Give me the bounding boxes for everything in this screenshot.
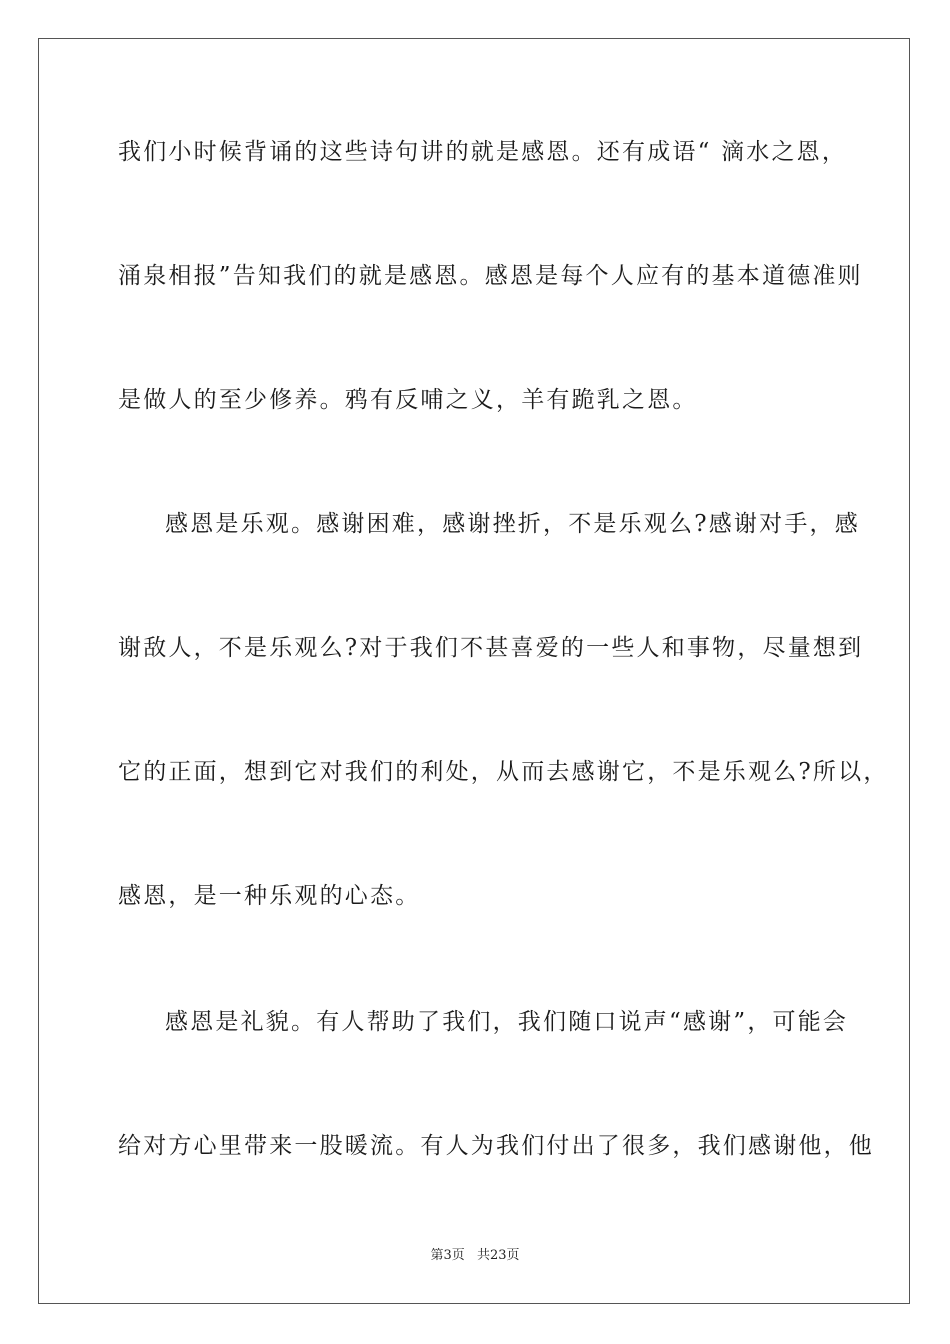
paragraph-politeness-first-line: 感恩是礼貌。有人帮助了我们，我们随口说声“感谢”，可能会 [165, 1009, 849, 1035]
page-total: 共23页 [476, 1248, 520, 1263]
text-line-7: 感恩，是一种乐观的心态。 [118, 883, 421, 909]
text-line-2: 涌泉相报”告知我们的就是感恩。感恩是每个人应有的基本道德准则 [118, 263, 863, 289]
text-line-6: 它的正面，想到它对我们的利处，从而去感谢它，不是乐观么?所以， [118, 759, 889, 785]
text-line-1: 我们小时候背诵的这些诗句讲的就是感恩。还有成语“ 滴水之恩， [118, 139, 848, 165]
text-line-3: 是做人的至少修养。鸦有反哺之义，羊有跪乳之恩。 [118, 387, 698, 413]
text-line-5: 谢敌人，不是乐观么?对于我们不甚喜爱的一些人和事物，尽量想到 [118, 635, 864, 661]
page-footer [0, 1247, 950, 1265]
paragraph-optimism-first-line: 感恩是乐观。感谢困难，感谢挫折，不是乐观么?感谢对手，感 [165, 511, 860, 537]
text-line-9: 给对方心里带来一股暖流。有人为我们付出了很多，我们感谢他，他 [118, 1133, 874, 1159]
page-number: 第3页 [430, 1248, 465, 1263]
page-border [38, 38, 910, 1304]
